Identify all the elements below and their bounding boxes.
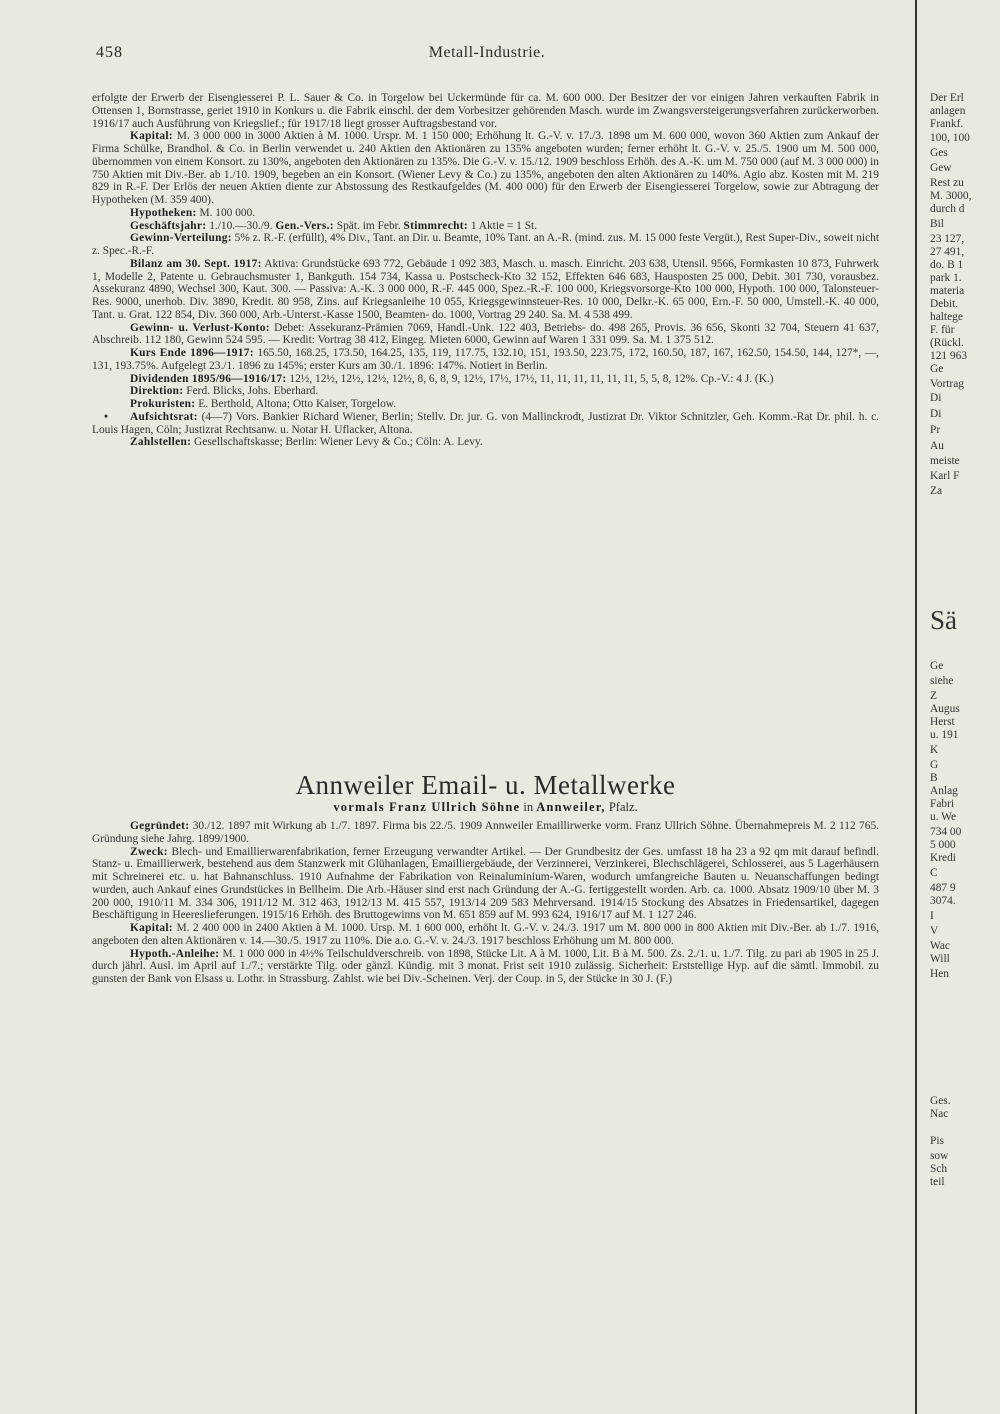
section-gewinn-verteilung	[92, 232, 879, 258]
adjacent-page-fragment: I	[930, 910, 934, 922]
adjacent-page-fragment: (Rückl.	[930, 337, 964, 349]
adjacent-page-fragment: Rest zu	[930, 177, 964, 189]
adjacent-page-fragment: materia	[930, 285, 965, 297]
adjacent-page-fragment: Hen	[930, 968, 949, 980]
section-text: Gesellschaftskasse; Berlin: Wiener Levy & Co.; Cöln: A. Levy.	[194, 436, 483, 449]
adjacent-page-fragment: M. 3000,	[930, 190, 972, 202]
section-text-stimmrecht: 1 Aktie = 1 St.	[470, 219, 538, 232]
adjacent-page-fragment: 734 00	[930, 826, 962, 838]
section-text: M. 3 000 000 in 3000 Aktien à M. 1000. Urspr. M. 1 150 000; Erhöhung lt. G.-V. v. 17./3. 1898 um M. 600 000, wovon 360 Aktien zum Ankauf der Firma Schülke, Brandhol. & Co. in Berlin verwendet u. 240 Aktien den Aktionären zu 135% angeboten wurden; ferner erhöht lt. G.-V. v. 25./5. 1900 um M. 500 000, übernommen von einem Konsort. zu 130%, angeboten den Aktionären zu 135%. Die G.-V. v. 15./12. 1909 beschloss Erhöh. des A.-K. um M. 750 000 (auf M. 3 000 000) in 750 Aktien mit Div.-Ber. ab 1./10. 1909, begeben an ein Konsort. (Wiener Levy & Co.) zu 135%, angeboten den alten Aktionären zu 140%. Agio abz. Kosten mit M. 219 829 in R.-F. Der Erlös der neuen Aktien diente zur Abstossung des Restkaufgeldes (M. 400 000) für den Erwerb der Eisengiesserei Torgelow, sowie zur Abtragung der Hypotheken (M. 359 400).	[92, 130, 879, 206]
adjacent-page-fragment: Ges.	[930, 1095, 951, 1107]
section-gegruendet	[92, 820, 879, 846]
company-title: Annweiler Email- u. Metallwerke	[295, 770, 676, 800]
section-label-genvers: Gen.-Vers.:	[275, 219, 334, 232]
adjacent-page-fragment: park 1.	[930, 272, 962, 284]
adjacent-page-strip	[922, 0, 1000, 1414]
adjacent-page-fragment: 23 127,	[930, 233, 965, 245]
entry-annweiler	[92, 820, 879, 986]
section-text: Ferd. Blicks, Johs. Eberhard.	[186, 385, 319, 398]
margin-mark: •	[104, 410, 108, 423]
adjacent-page-fragment: Di	[930, 408, 942, 420]
adjacent-page-fragment: Pr	[930, 424, 941, 436]
adjacent-page-fragment: V	[930, 925, 939, 937]
section-label: Hypotheken:	[130, 206, 197, 219]
adjacent-page-fragment: G	[930, 759, 939, 771]
section-label: Bilanz am 30. Sept. 1917:	[130, 257, 262, 270]
adjacent-page-fragment: Ges	[930, 147, 948, 159]
adjacent-page-fragment: 3074.	[930, 895, 956, 907]
section-text: 30./12. 1897 mit Wirkung ab 1./7. 1897. Firma bis 22./5. 1909 Annweiler Emaillirwerke vorm. Franz Ullrich Söhne. Übernahmepreis M. 2 112 765. Gründung siehe Jahrg. 1899/1900.	[92, 820, 879, 845]
adjacent-page-fragment: Frankf.	[930, 118, 964, 130]
section-text: 1./10.—30./9.	[209, 219, 276, 232]
page-title: Metall-Industrie.	[428, 44, 546, 61]
adjacent-page-fragment: F. für	[930, 324, 955, 336]
adjacent-page-fragment: Anlag	[930, 785, 958, 797]
adjacent-page-fragment: Kredi	[930, 852, 956, 864]
adjacent-page-fragment: Vortrag	[930, 378, 964, 390]
section-text: 12½, 12½, 12½, 12½, 12½, 8, 6, 8, 9, 12½, 17½, 17½, 11, 11, 11, 11, 11, 11, 5, 5, 8, 12%. Cp.-V.: 4 J. (K.)	[289, 372, 774, 385]
adjacent-page-fragment: Sch	[930, 1163, 948, 1175]
company-subtitle-in: in	[520, 800, 537, 814]
adjacent-page-fragment: Augus	[930, 703, 960, 715]
adjacent-page-fragment: Karl F	[930, 470, 960, 482]
adjacent-page-fragment: 487 9	[930, 882, 956, 894]
adjacent-page-fragment: Au	[930, 440, 944, 452]
adjacent-page-fragment: 100, 100	[930, 132, 970, 144]
adjacent-page-fragment: C	[930, 867, 938, 879]
adjacent-page-fragment: 121 963	[930, 350, 968, 362]
adjacent-page-fragment: meiste	[930, 455, 960, 467]
adjacent-page-fragment: Wac	[930, 940, 950, 952]
section-label: Kurs Ende 1896—1917:	[130, 347, 254, 359]
company-subtitle-place: Annweiler,	[536, 800, 606, 814]
section-label: Hypoth.-Anleihe:	[130, 947, 220, 960]
adjacent-page-fragment: u. 191	[930, 729, 959, 741]
company-subtitle	[92, 800, 879, 815]
page-header	[92, 44, 882, 68]
adjacent-page-fragment: Will	[930, 953, 950, 965]
section-label-stimmrecht: Stimmrecht:	[403, 219, 468, 232]
section-text: E. Berthold, Altona; Otto Kaiser, Torgelow.	[198, 398, 397, 410]
section-kapital	[92, 922, 879, 948]
adjacent-page-fragment: B	[930, 772, 938, 784]
adjacent-page-fragment: Di	[930, 392, 942, 404]
adjacent-page-fragment: Ge	[930, 363, 944, 375]
section-text: M. 100 000.	[199, 206, 256, 219]
section-text: Blech- und Emaillierwarenfabrikation, ferner Erzeugung verwandter Artikel. — Der Grundbesitz der Ges. umfasst 18 ha 23 a 92 qm mit darauf befindl. Stanz- u. Emaillierwerk, bestehend aus dem Stanzwerk mit Glühanlagen, Emailliergebäude, der Verzinnerei, Verzinkerei, Blechschlägerei, Schlosserei, aus 5 Lagerhäusern mit Schreinerei etc. u. hat Bahnanschluss. 1910 Aufnahme der Fabrikation von Reinaluminium-Waren, wodurch umfangreiche Bauten u. Neuanschaffungen bedingt wurden, auch Ankauf eines Grundstückes in Bellheim. Die Arb.-Häuser sind erst nach Gründung der A.-G. fertiggestellt worden. Arb. ca. 1000. Absatz 1909/10 über M. 3 200 000, 1910/11 M. 334 306, 1911/12 M. 312 463, 1912/13 M. 415 557, 1913/14 209 583 Mehrversand. 1914/15 Stockung des Absatzes in Friedensartikel, dagegen Beschäftigung in Heereslieferungen. 1915/16 Erhöh. des Bruttogewinns von M. 651 859 auf M. 993 624, 1916/17 auf M. 1 127 246.	[92, 845, 879, 922]
adjacent-page-fragment: Gew	[930, 162, 952, 174]
column-divider	[915, 0, 917, 1414]
section-text: M. 1 000 000 in 4½% Teilschuldverschreib. von 1898, Stücke Lit. A à M. 1000, Lit. B à M. 500. Zs. 2./1. u. 1./7. Tilg. zu pari ab 1905 in 25 J. durch jährl. Ausl. im April auf 1./7.; verstärkte Tilg. oder gänzl. Kündig. mit 3 monat. Frist seit 1910 zulässig. Sicherheit: Erststellige Hyp. auf die sämtl. Immobil. zu gunsten der Bank von Elsass u. Lothr. in Strassburg. Zahlst. wie bei Div.-Scheinen. Verj. der Coup. in 5, der Stücke in 30 J. (F.)	[92, 947, 879, 985]
section-hypotheken	[92, 207, 879, 220]
section-prokuristen	[92, 398, 879, 411]
section-label: Zweck:	[130, 845, 168, 858]
section-text: 5% z. R.-F. (erfüllt), 4% Div., Tant. an Dir. u. Beamte, 10% Tant. an A.-R. (mind. zus. M. 15 000 feste Vergüt.), Rest Super-Div., soweit nicht z. Spec.-R.-F.	[92, 232, 879, 257]
adjacent-page-fragment: siehe	[930, 675, 954, 687]
section-text: Aktiva: Grundstücke 693 772, Gebäude 1 092 383, Masch. u. masch. Einricht. 203 638, Utensil. 9566, Formkasten 10 873, Fuhrwerk 1, Modelle 2, Patente u. Gebrauchsmuster 1, Bankguth. 154 734, Kassa u. Postscheck-Kto 32 152, Effekten 646 683, Hausposten 25 000, Debit. 301 730, vorausbez. Assekuranz 4890, Wechsel 300, Kaut. 300. — Passiva: A.-K. 3 000 000, R.-F. 445 000, Spez.-R.-F. 100 000, Kriegsvorsorge-Kto 100 000, Hypoth. 100 000, Talonsteuer-Res. 9000, unerhob. Div. 3890, Kredit. 80 958, Zins. auf Kriegsanleihe 10 055, Kriegsgewinnsteuer-Res. 10 000, Delkr.-K. 65 000, Ern.-F. 50 000, Umstell.-K. 40 000, Tant. u. Grat. 122 854, Div. 360 000, Arb.-Unterst.-Kasse 1500, Beamten- do. 1000, Vortrag 29 240. Sa. M. 4 538 499.	[92, 257, 879, 321]
section-aufsichtsrat	[92, 411, 879, 437]
adjacent-page-fragment: 5 000	[930, 839, 956, 851]
adjacent-page-fragment: u. We	[930, 811, 957, 823]
section-kapital	[92, 130, 879, 207]
adjacent-page-fragment: Debit.	[930, 298, 959, 310]
section-label: Prokuristen:	[130, 398, 196, 410]
adjacent-page-fragment: Der Erl	[930, 92, 964, 104]
adjacent-page-fragment: durch d	[930, 203, 965, 215]
adjacent-page-fragment: 27 491,	[930, 246, 965, 258]
adjacent-page-fragment: haltege	[930, 311, 963, 323]
section-label: Geschäftsjahr:	[130, 219, 207, 232]
section-label: Gewinn-Verteilung:	[130, 232, 232, 245]
section-direktion	[92, 385, 879, 398]
section-label: Zahlstellen:	[130, 436, 192, 449]
adjacent-page-fragment: Bil	[930, 218, 944, 230]
section-text: M. 2 400 000 in 2400 Aktien à M. 1000. Ursp. M. 1 600 000, erhöht lt. G.-V. v. 24./3. 1917 um M. 800 000 in 800 Aktien mit Div.-Ber. ab 1./7. 1916, angeboten den alten Aktionären v. 14.—30./5. 1917 zu 110%. Die a.o. G.-V. v. 24./3. 1917 beschloss Erhöhung um M. 800 000.	[92, 922, 879, 947]
entry-continued	[92, 92, 879, 449]
section-bilanz	[92, 258, 879, 322]
section-zahlstellen	[92, 436, 879, 449]
section-zweck	[92, 846, 879, 923]
adjacent-page-fragment: sow	[930, 1150, 949, 1162]
section-dividenden	[92, 373, 879, 386]
section-label: Kapital:	[130, 922, 173, 934]
adjacent-page-fragment: Ge	[930, 660, 944, 672]
section-geschaeftsjahr	[92, 220, 879, 233]
adjacent-page-fragment: Fabri	[930, 798, 955, 810]
adjacent-page-fragment: do. B 1	[930, 259, 964, 271]
entry-intro-paragraph: erfolgte der Erwerb der Eisengiesserei P. L. Sauer & Co. in Torgelow bei Uckermünde für ca. M. 600 000. Der Besitzer der vor einigen Jahren verkauften Fabrik in Ottensen 1, Bornstrasse, geriet 1910 in Konkurs u. die Fabrik einschl. der dem Vorbesitzer gehörenden Masch. wurde im Zwangsversteigerungsverfahren zurückerworben. 1916/17 auch Ausführung von Kriegslief.; für 1917/18 liegt grosser Auftragsbestand vor.	[92, 92, 879, 130]
section-text: (4—7) Vors. Bankier Richard Wiener, Berlin; Stellv. Dr. jur. G. von Mallinckrodt, Justizrat Dr. Viktor Schnitzler, Geh. Komm.-Rat Dr. phil. h. c. Louis Hagen, Cöln; Justizrat Rechtsanw. u. Notar H. Uflacker, Altona.	[92, 410, 879, 436]
adjacent-page-fragment: K	[930, 744, 939, 756]
adjacent-page-fragment: Pis	[930, 1135, 944, 1147]
section-hypoth-anleihe	[92, 948, 879, 986]
section-text-genvers: Spät. im Febr.	[336, 219, 404, 232]
adjacent-page-fragment: anlagen	[930, 105, 966, 117]
section-label: Gewinn- u. Verlust-Konto:	[130, 321, 270, 334]
company-subtitle-former-name: vormals Franz Ullrich Söhne	[333, 800, 521, 814]
section-gewinn-verlust	[92, 322, 879, 348]
adjacent-page-fragment: Nac	[930, 1108, 949, 1120]
section-label: Kapital:	[130, 130, 173, 143]
adjacent-page-fragment: Herst	[930, 716, 955, 728]
adjacent-page-fragment: Z	[930, 690, 937, 702]
section-label: Direktion:	[130, 385, 184, 398]
company-subtitle-region: Pfalz.	[605, 800, 638, 814]
section-text: Debet: Assekuranz-Prämien 7069, Handl.-Unk. 122 403, Betriebs- do. 498 265, Provis. 36 656, Skonti 32 704, Steuern 41 637, Abschreib. 112 180, Gewinn 524 595. — Kredit: Vortrag 38 412, Eingeg. Mieten 6000, Gewinn auf Waren 1 331 099. Sa. M. 1 375 512.	[92, 321, 879, 347]
section-kurs	[92, 347, 879, 373]
section-label: Gegründet:	[130, 820, 190, 832]
section-text: 165.50, 168.25, 173.50, 164.25, 135, 119, 117.75, 132.10, 151, 193.50, 223.75, 172, 160.50, 187, 167, 162.50, 154.50, 144, 127*, —, 131, 193.75%. Aufgelegt 23./1. 1896 zu 145%; erster Kurs am 30./1. 1896: 147%. Notiert in Berlin.	[92, 347, 879, 372]
adjacent-page-fragment: Sä	[930, 605, 957, 635]
section-label: Dividenden 1895/96—1916/17:	[130, 372, 287, 385]
adjacent-page-fragment: teil	[930, 1176, 945, 1188]
section-label: Aufsichtsrat:	[130, 410, 198, 423]
adjacent-page-fragment: Za	[930, 485, 943, 497]
page-number: 458	[96, 44, 123, 61]
